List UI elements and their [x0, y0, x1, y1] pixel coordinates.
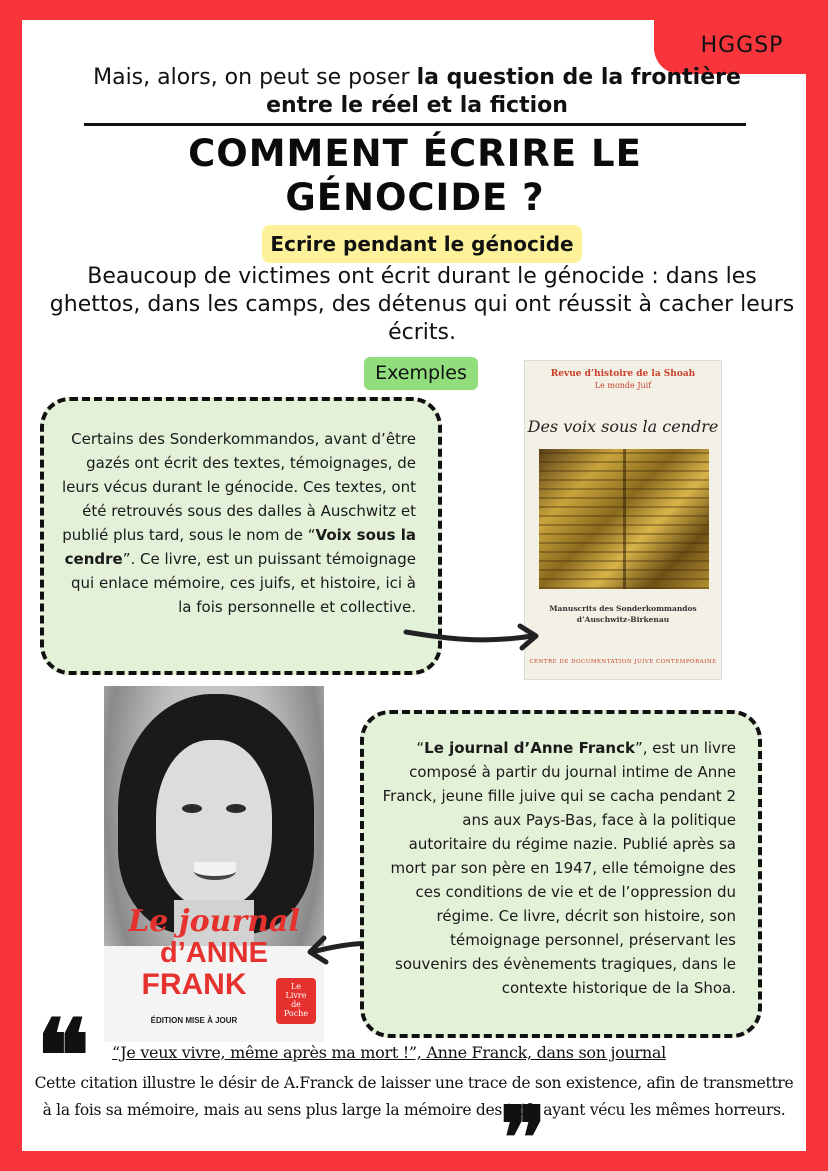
citation: “Je veux vivre, même après ma mort !”, Anne Franck, dans son journal: [112, 1043, 666, 1062]
anne-frank-box: [360, 710, 762, 1038]
arrow-icon: [402, 618, 562, 658]
book1-title: Des voix sous la cendre: [527, 417, 719, 436]
box2-text: ”, est un livre composé à partir du journal intime de Anne Franck, jeune fille juive qui se cacha pendant 2 ans aux Pays-Bas, face à la politique autoritaire du régime nazie. Publié après sa mort par son père en 1947, elle témoigne des ces conditions de vie et de l’oppression du régime. Ce livre, décrit son histoire, son témoignage personnel, préservant les souvenirs des évènements tragiques, dans le contexte historique de la Shoa.: [382, 739, 736, 997]
intro-paragraph: Beaucoup de victimes ont écrit durant le génocide : dans les ghettos, dans les camps, des détenus qui ont réussit à cacher leurs écrits.: [49, 264, 795, 345]
portrait-eye-left: [182, 804, 202, 813]
intro-plain: Mais, alors, on peut se poser: [93, 65, 417, 90]
box1-bold: Voix sous la cendre: [64, 526, 416, 568]
book1-footer: CENTRE DE DOCUMENTATION JUIVE CONTEMPORAINE: [529, 659, 717, 665]
intro-bold: la question de la frontière entre le réel et la fiction: [266, 65, 741, 118]
sonderkommandos-box: [40, 397, 442, 675]
box1-text-end: ”. Ce livre, est un puissant témoignage qui enlace mémoire, ces juifs, et histoire, ici à la fois personnelle et collective.: [71, 550, 416, 616]
book2-title-line2: d’ANNE: [160, 937, 268, 969]
book2-edition: ÉDITION MISE À JOUR: [150, 1016, 238, 1025]
livre-de-poche-logo: [276, 978, 316, 1024]
section-subhead: Ecrire pendant le génocide: [262, 225, 582, 263]
book1-subtitle: Manuscrits des Sonderkommandos d’Auschwitz-Birkenau: [549, 604, 697, 624]
portrait-eye-right: [226, 804, 246, 813]
worksheet-page: [22, 20, 806, 1151]
box2-bold: Le journal d’Anne Franck: [424, 739, 635, 757]
citation-explanation: Cette citation illustre le désir de A.Franck de laisser une trace de son existence, afin de transmettre à la fois sa mémoire, mais au sens plus large la mémoire des juifs ayant vécu les mêmes horreurs.: [34, 1074, 794, 1119]
divider: [84, 123, 746, 126]
portrait-smile: [194, 862, 236, 880]
intro-text: [62, 64, 772, 120]
subject-tag: HGGSP: [654, 20, 806, 74]
portrait-face: [156, 740, 272, 908]
book2-title-line3: FRANK: [141, 968, 247, 1001]
logo-line4: Poche: [283, 1009, 309, 1018]
book1-header2: Le monde Juif: [594, 381, 652, 390]
open-quote-icon: ❝: [36, 997, 90, 1115]
logo-line1: Le: [290, 982, 302, 991]
box1-text-start: Certains des Sonderkommandos, avant d’être gazés ont écrit des textes, témoignages, de leurs vécus durant le génocide. Ces textes, ont été retrouvés sous des dalles à Auschwitz et publié plus tard, sous le nom de “: [62, 430, 416, 544]
manuscript-photo: [539, 449, 709, 589]
book1-header: Revue d’histoire de la Shoah: [550, 369, 696, 379]
logo-line2: Livre: [285, 991, 307, 1000]
logo-line3: de: [291, 1000, 301, 1009]
close-quote-icon: ❞: [500, 1088, 547, 1151]
examples-badge: Exemples: [364, 357, 478, 390]
book2-title-line1: Le journal: [128, 904, 300, 939]
book-cover-anne-frank: [104, 686, 324, 1042]
page-title: COMMENT ÉCRIRE LE GÉNOCIDE ?: [188, 132, 642, 219]
box2-open-quote: “: [416, 739, 425, 757]
